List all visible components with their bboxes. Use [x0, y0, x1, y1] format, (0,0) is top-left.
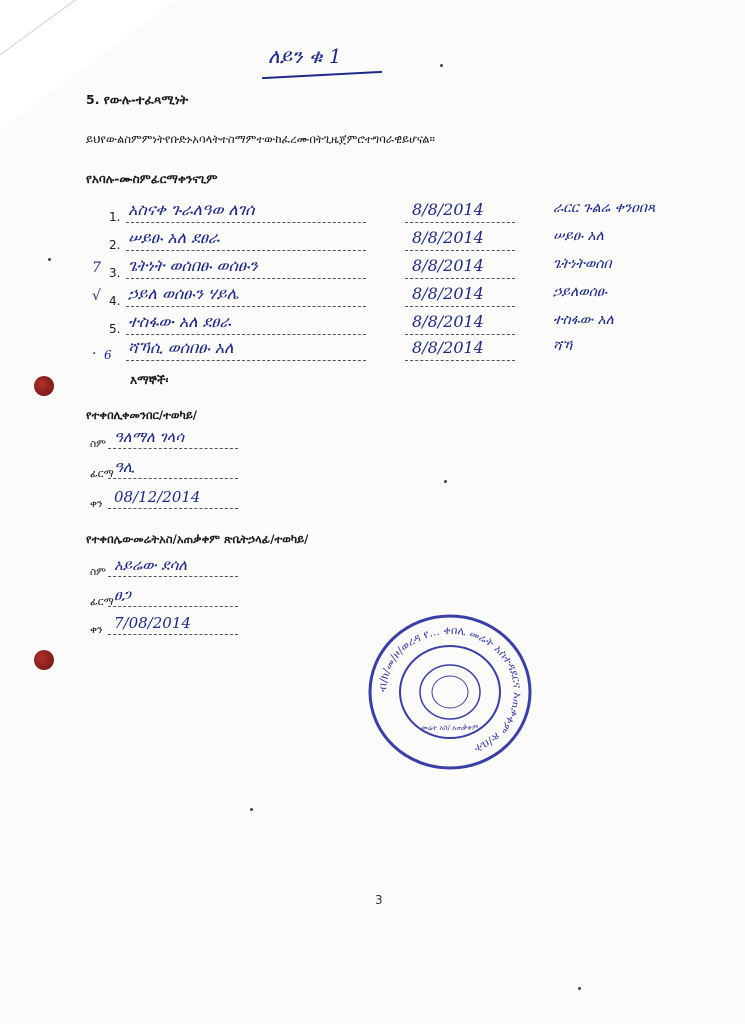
member-name: አስናቀ ጉራለዓወ ለገሰ	[128, 200, 255, 219]
handwritten-header-note: ለይን ቁ 1	[268, 44, 342, 68]
dotted-line	[108, 576, 238, 577]
receiver-date-value: 08/12/2014	[114, 488, 201, 506]
member-date: 8/8/2014	[412, 338, 484, 357]
member-name: ተስፋው አለ ደፀራ	[128, 312, 231, 331]
section-body: ይህየውልስምምነትየቡድኑአባላትተስማምተውከፈረሙበትጊዜጀምሮተግባራዊይሆናል።	[86, 132, 435, 146]
row-mark: 7	[92, 260, 101, 276]
member-signature: ተስፋው አለ	[553, 312, 614, 328]
name-dotted-line	[126, 250, 366, 251]
receiver-group-title: የተቀበሊቀመንበር/ተወካይ/	[86, 408, 197, 422]
member-date: 8/8/2014	[412, 256, 484, 275]
punch-hole-bottom	[34, 650, 54, 670]
name-label: ስም	[90, 566, 106, 578]
members-table-title: የአባሉ-ሙስምፊርማቀንናጊም	[86, 172, 218, 186]
date-label: ቀን	[90, 498, 103, 510]
name-dotted-line	[126, 222, 366, 223]
folded-corner	[0, 0, 175, 130]
member-row	[0, 200, 745, 226]
row-mark: √	[92, 288, 101, 304]
name-label: ስም	[90, 438, 106, 450]
header-note-underline	[262, 71, 382, 79]
row-number: 3.	[109, 266, 121, 280]
row-number: 2.	[109, 238, 121, 252]
member-name: ሻኻሲ ወሰበፁ አለ	[128, 338, 234, 357]
dotted-line	[108, 478, 238, 479]
member-name: ኃይለ ወሰፁን ሃይሌ	[128, 284, 239, 303]
speck	[440, 64, 443, 67]
date-dotted-line	[405, 278, 515, 279]
dotted-line	[108, 508, 238, 509]
date-dotted-line	[405, 250, 515, 251]
date-dotted-line	[405, 306, 515, 307]
receiver-name-value: ዓለማለ ገላሳ	[114, 428, 185, 446]
office-date-value: 7/08/2014	[114, 614, 191, 632]
member-date: 8/8/2014	[412, 312, 484, 331]
stamp-outer-ring	[370, 616, 530, 768]
official-stamp	[366, 612, 534, 772]
sign-label: ፊርማ	[90, 596, 114, 608]
dotted-line	[108, 634, 238, 635]
speck	[444, 480, 447, 483]
date-label: ቀን	[90, 624, 103, 636]
speck	[250, 808, 253, 811]
stamp-outer-text: ብ/ክ/መ/ዞ/ወረዳ የ... ቀበሌ መሬት አስተዳደርና አጠቃቀም ጽ/ቤት	[375, 623, 525, 756]
receiver-sign-value: ዓሊ	[114, 458, 135, 476]
dotted-line	[108, 448, 238, 449]
member-row	[0, 312, 745, 338]
dotted-line	[108, 606, 238, 607]
punch-hole-top	[34, 376, 54, 396]
name-dotted-line	[126, 334, 366, 335]
member-signature: ሠይፁ አለ	[553, 228, 604, 244]
name-dotted-line	[126, 360, 366, 361]
stamp-emblem	[420, 665, 480, 719]
member-signature: ሻኻ	[553, 338, 573, 354]
name-dotted-line	[126, 306, 366, 307]
member-row	[0, 284, 745, 310]
stamp-emblem-core	[432, 676, 468, 708]
speck	[578, 987, 581, 990]
member-date: 8/8/2014	[412, 200, 484, 219]
row-mark: .	[92, 342, 97, 358]
witnesses-title: እማኞች፡	[130, 373, 169, 387]
row-number: 1.	[109, 210, 121, 224]
office-group-title: የተቀበሌውመሬትአስ/አጠቃቀም ጽቤትኃላፊ/ተወካይ/	[86, 532, 309, 546]
name-dotted-line	[126, 278, 366, 279]
row-number: 4.	[109, 294, 121, 308]
date-dotted-line	[405, 334, 515, 335]
section-title: 5. የውሉ-ተፈጻሚነት	[86, 92, 189, 107]
stamp-inner-text: መሬት አስ/ አጠቃቀም	[421, 724, 479, 732]
office-name-value: አይሬው ደሳለ	[114, 556, 188, 574]
member-signature: ራርር ጉልሬ ቀንዐበጻ	[553, 200, 656, 216]
member-signature: ጌትነትወሰበ	[553, 256, 612, 272]
member-signature: ኃይለወሰፁ	[553, 284, 607, 300]
member-name: ጌትነት ወሰበፁ ወሰፁን	[128, 256, 258, 275]
page-number: 3	[375, 893, 383, 907]
member-date: 8/8/2014	[412, 284, 484, 303]
date-dotted-line	[405, 222, 515, 223]
sign-label: ፊርማ	[90, 468, 114, 480]
office-sign-value: ፀጋ	[114, 586, 131, 604]
member-date: 8/8/2014	[412, 228, 484, 247]
date-dotted-line	[405, 360, 515, 361]
row-number: 5.	[109, 322, 121, 336]
member-row	[0, 256, 745, 282]
member-row	[0, 338, 745, 364]
row-number: 6	[104, 348, 112, 362]
member-row	[0, 228, 745, 254]
member-name: ሠይፁ አለ ደፀራ	[128, 228, 220, 247]
